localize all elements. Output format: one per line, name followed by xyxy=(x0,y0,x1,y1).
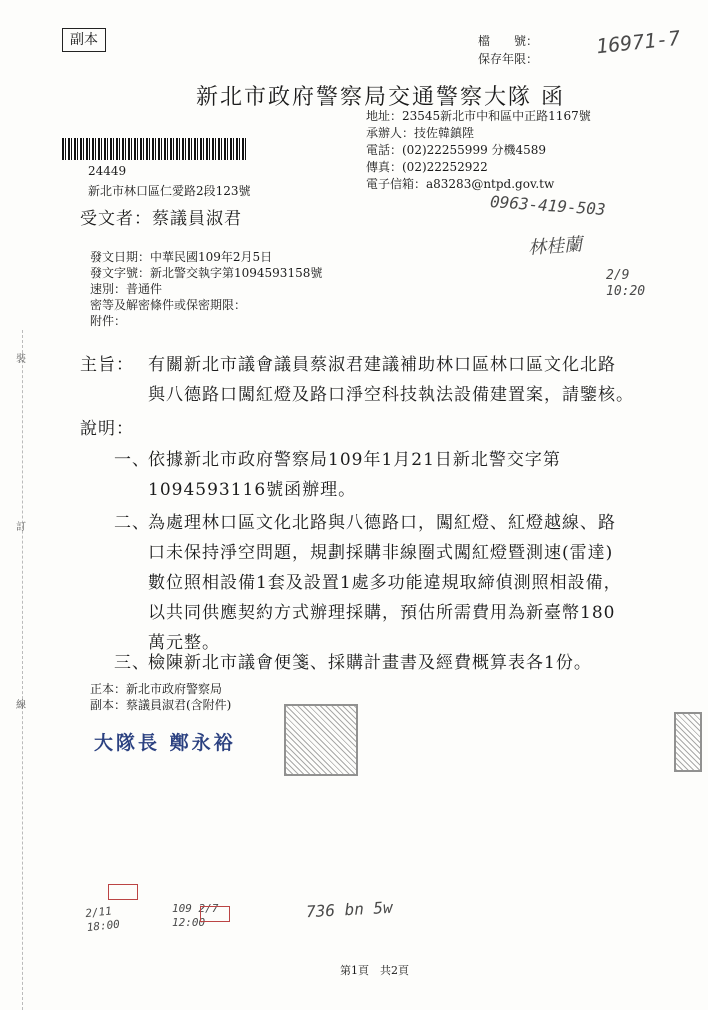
handwritten-name: 林桂蘭 xyxy=(527,234,583,259)
item-2-number: 二、 xyxy=(114,513,150,533)
handwritten-bottom-mid: 109 2/7 12:00 xyxy=(172,902,219,929)
item-2-line-3: 數位照相設備1套及設置1處多功能違規取締偵測照相設備， xyxy=(148,573,622,593)
sender-address: 地址：23545新北市中和區中正路1167號 xyxy=(366,109,591,123)
subject-line-2: 與八德路口闖紅燈及路口淨空科技執法設備建置案，請鑒核。 xyxy=(148,385,634,405)
distribution-main: 正本：新北市政府警察局 xyxy=(90,682,223,696)
barcode xyxy=(62,138,247,160)
handwritten-date-time: 2/9 10:20 xyxy=(606,268,646,299)
issue-secrecy: 密等及解密條件或保密期限： xyxy=(90,298,247,312)
sender-fax: 傳真：(02)22252922 xyxy=(366,160,488,174)
sender-contact: 承辦人：技佐韓鎮陞 xyxy=(366,126,475,140)
chief-signature: 大隊長 鄭永裕 xyxy=(94,732,236,754)
document-title: 新北市政府警察局交通警察大隊 函 xyxy=(196,85,565,110)
official-seal xyxy=(284,704,358,776)
recipient-address: 新北市林口區仁愛路2段123號 xyxy=(88,184,251,198)
item-2-line-5: 萬元整。 xyxy=(148,633,220,653)
issue-attachment: 附件： xyxy=(90,314,127,328)
item-1-line-2: 1094593116號函辦理。 xyxy=(148,480,357,500)
copy-label: 副本 xyxy=(62,28,106,52)
retention-label: 保存年限： xyxy=(478,52,539,66)
handwritten-bottom-right: 736 bn 5w xyxy=(305,897,394,922)
binding-mark-bottom: 線 xyxy=(16,700,26,711)
binding-line xyxy=(22,330,23,1010)
receipt-stamp-mid xyxy=(200,906,230,922)
item-3-line-1: 檢陳新北市議會便箋、採購計畫書及經費概算表各1份。 xyxy=(148,653,592,673)
sender-email: 電子信箱：a83283@ntpd.gov.tw xyxy=(366,177,555,191)
issue-speed: 速別：普通件 xyxy=(90,282,163,296)
distribution-copy: 副本：蔡議員淑君(含附件) xyxy=(90,698,232,712)
side-seal xyxy=(674,712,702,772)
handwritten-number: 16971-7 xyxy=(594,25,682,59)
recipient: 受文者：蔡議員淑君 xyxy=(80,209,242,229)
item-1-number: 一、 xyxy=(114,450,150,470)
item-3-number: 三、 xyxy=(114,653,150,673)
file-number-label: 檔 號： xyxy=(478,34,539,48)
item-2-line-1: 為處理林口區文化北路與八德路口，闖紅燈、紅燈越線、路 xyxy=(148,513,616,533)
item-2-line-4: 以共同供應契約方式辦理採購，預估所需費用為新臺幣180 xyxy=(148,603,616,623)
subject-line-1: 有關新北市議會議員蔡淑君建議補助林口區林口區文化北路 xyxy=(148,355,616,375)
explanation-label: 說明： xyxy=(80,419,134,439)
receipt-stamp-left xyxy=(108,884,138,900)
subject-label: 主旨： xyxy=(80,355,134,375)
issue-number: 發文字號：新北警交執字第1094593158號 xyxy=(90,266,323,280)
binding-mark-top: 裝 xyxy=(16,354,26,365)
issue-date: 發文日期：中華民國109年2月5日 xyxy=(90,250,273,264)
handwritten-bottom-left: 2/11 18:00 xyxy=(84,904,121,935)
handwritten-phone: 0963-419-503 xyxy=(489,191,607,220)
recipient-zip: 24449 xyxy=(88,164,127,178)
item-1-line-1: 依據新北市政府警察局109年1月21日新北警交字第 xyxy=(148,450,561,470)
binding-mark-middle: 訂 xyxy=(16,522,26,533)
sender-phone: 電話：(02)22255999 分機4589 xyxy=(366,143,547,157)
page-number: 第1頁 共2頁 xyxy=(340,964,409,977)
item-2-line-2: 口未保持淨空問題，規劃採購非線圈式闖紅燈暨測速(雷達) xyxy=(148,543,614,563)
